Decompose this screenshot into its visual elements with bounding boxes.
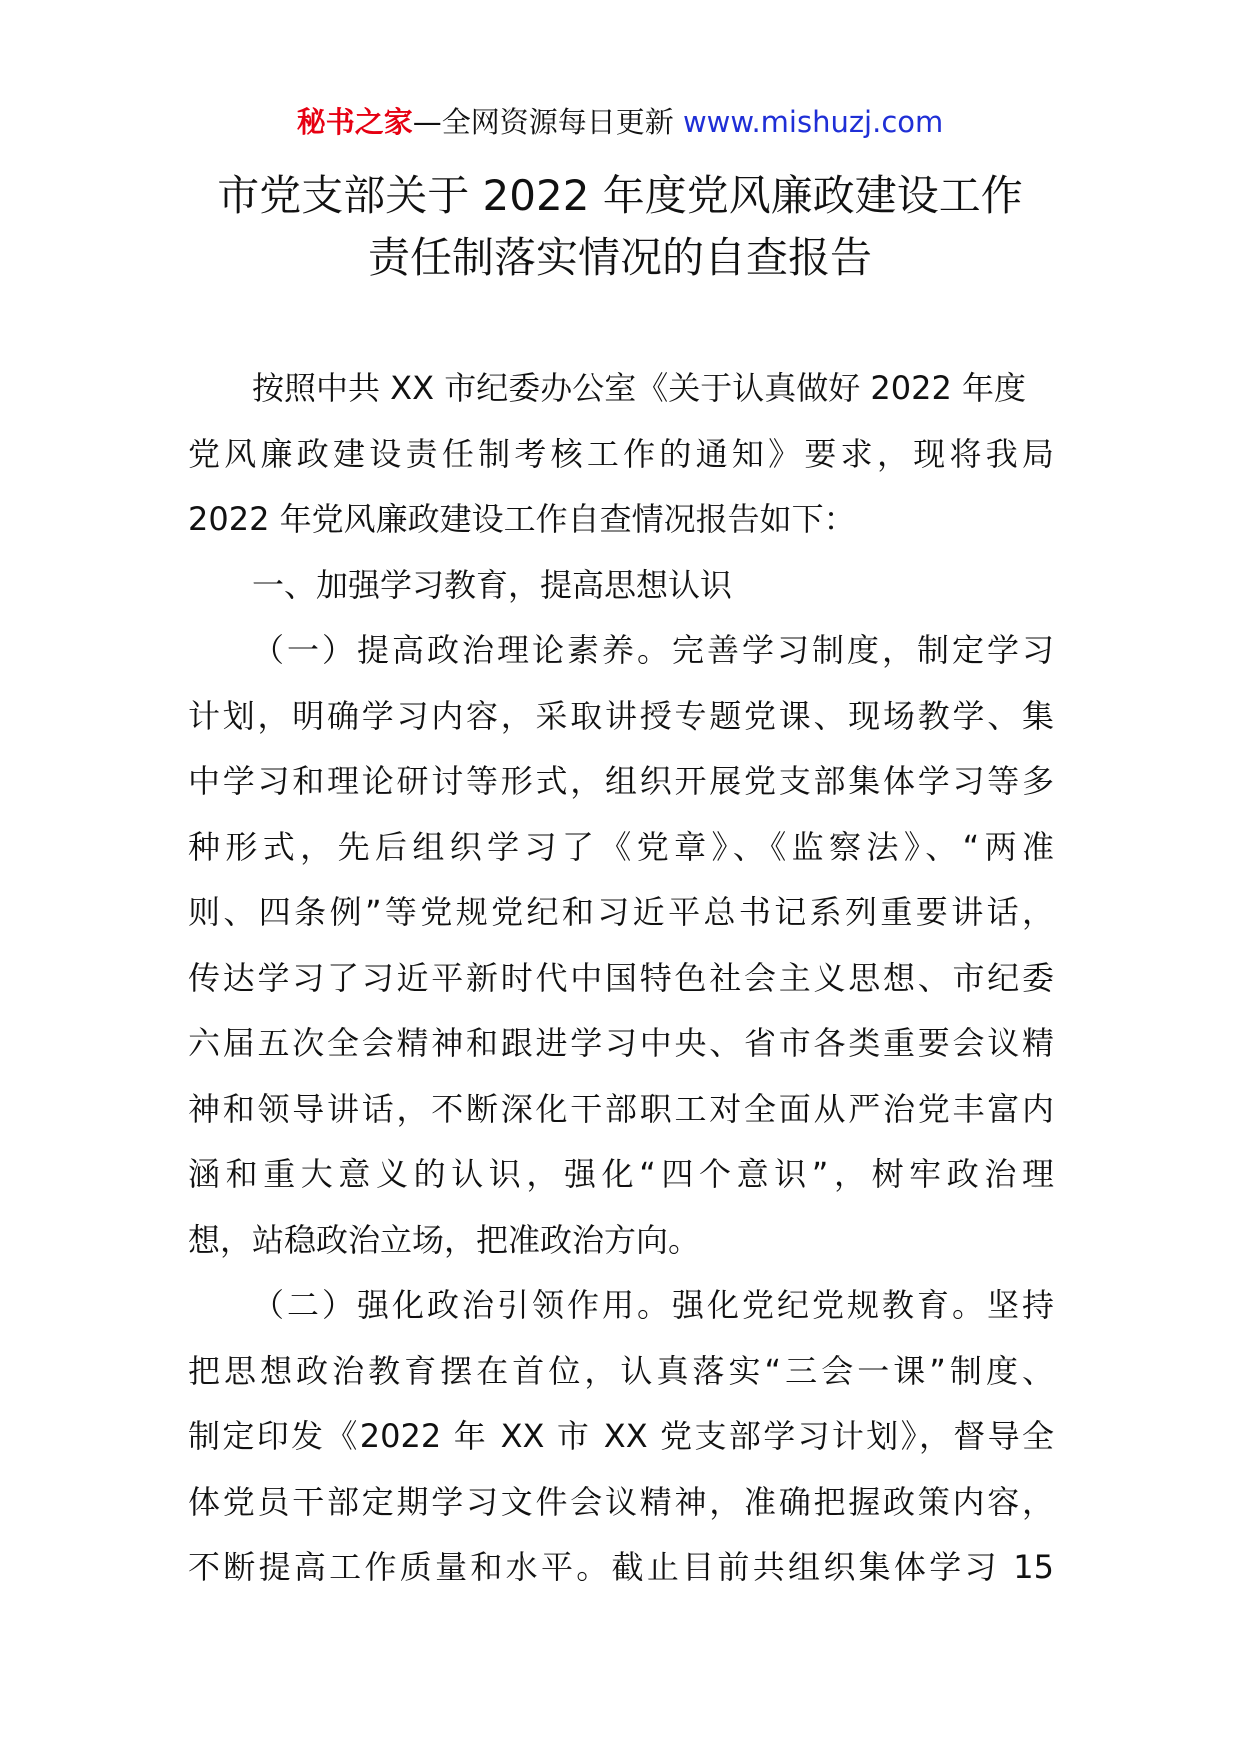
paragraph-2-line-1: （二）强化政治引领作用。强化党纪党规教育。坚持: [252, 1286, 1054, 1324]
paragraph-1-line-9: 涵和重大意义的认识，强化“四个意识”，树牢政治理: [188, 1155, 1054, 1193]
paragraph-1-line-3: 中学习和理论研讨等形式，组织开展党支部集体学习等多: [188, 762, 1054, 800]
brand-name: 秘书之家: [296, 105, 413, 139]
paragraph-2-line-3: 制定印发《2022 年 XX 市 XX 党支部学习计划》，督导全: [188, 1417, 1054, 1455]
paragraph-1-line-2: 计划，明确学习内容，采取讲授专题党课、现场教学、集: [188, 696, 1054, 735]
paragraph-intro-line-2: 党风廉政建设责任制考核工作的通知》要求，现将我局: [188, 434, 1054, 473]
paragraph-1-line-1: （一）提高政治理论素养。完善学习制度，制定学习: [252, 631, 1054, 669]
paragraph-1-line-6: 传达学习了习近平新时代中国特色社会主义思想、市纪委: [188, 958, 1054, 997]
paragraph-1-line-5: 则、四条例”等党规党纪和习近平总书记系列重要讲话，: [188, 893, 1054, 931]
title-line-1: 市党支部关于 2022 年度党风廉政建设工作: [217, 171, 1023, 220]
paragraph-2-line-4: 体党员干部定期学习文件会议精神，准确把握政策内容，: [188, 1482, 1054, 1521]
paragraph-2-line-5: 不断提高工作质量和水平。截止目前共组织集体学习 15: [188, 1548, 1054, 1586]
document-body: [188, 356, 1054, 1601]
site-header: [0, 102, 1240, 142]
paragraph-1-line-8: 神和领导讲话，不断深化干部职工对全面从严治党丰富内: [188, 1089, 1054, 1128]
section-heading-1: 一、加强学习教育，提高思想认识: [252, 565, 733, 604]
document-title: [0, 165, 1240, 289]
site-url-link[interactable]: www.mishuzj.com: [673, 105, 944, 139]
paragraph-1-line-10: 想，站稳政治立场，把准政治方向。: [188, 1220, 701, 1259]
paragraph-intro-line-1: 按照中共 XX 市纪委办公室《关于认真做好 2022 年度: [252, 369, 1026, 407]
title-line-2: 责任制落实情况的自查报告: [367, 233, 872, 282]
paragraph-1-line-4: 种形式，先后组织学习了《党章》、《监察法》、“两准: [188, 827, 1054, 866]
paragraph-1-line-7: 六届五次全会精神和跟进学习中央、省市各类重要会议精: [188, 1024, 1054, 1062]
paragraph-2-line-2: 把思想政治教育摆在首位，认真落实“三会一课”制度、: [188, 1351, 1054, 1390]
header-tagline: —全网资源每日更新: [412, 105, 674, 139]
paragraph-intro-line-3: 2022 年党风廉政建设工作自查情况报告如下：: [188, 500, 856, 538]
